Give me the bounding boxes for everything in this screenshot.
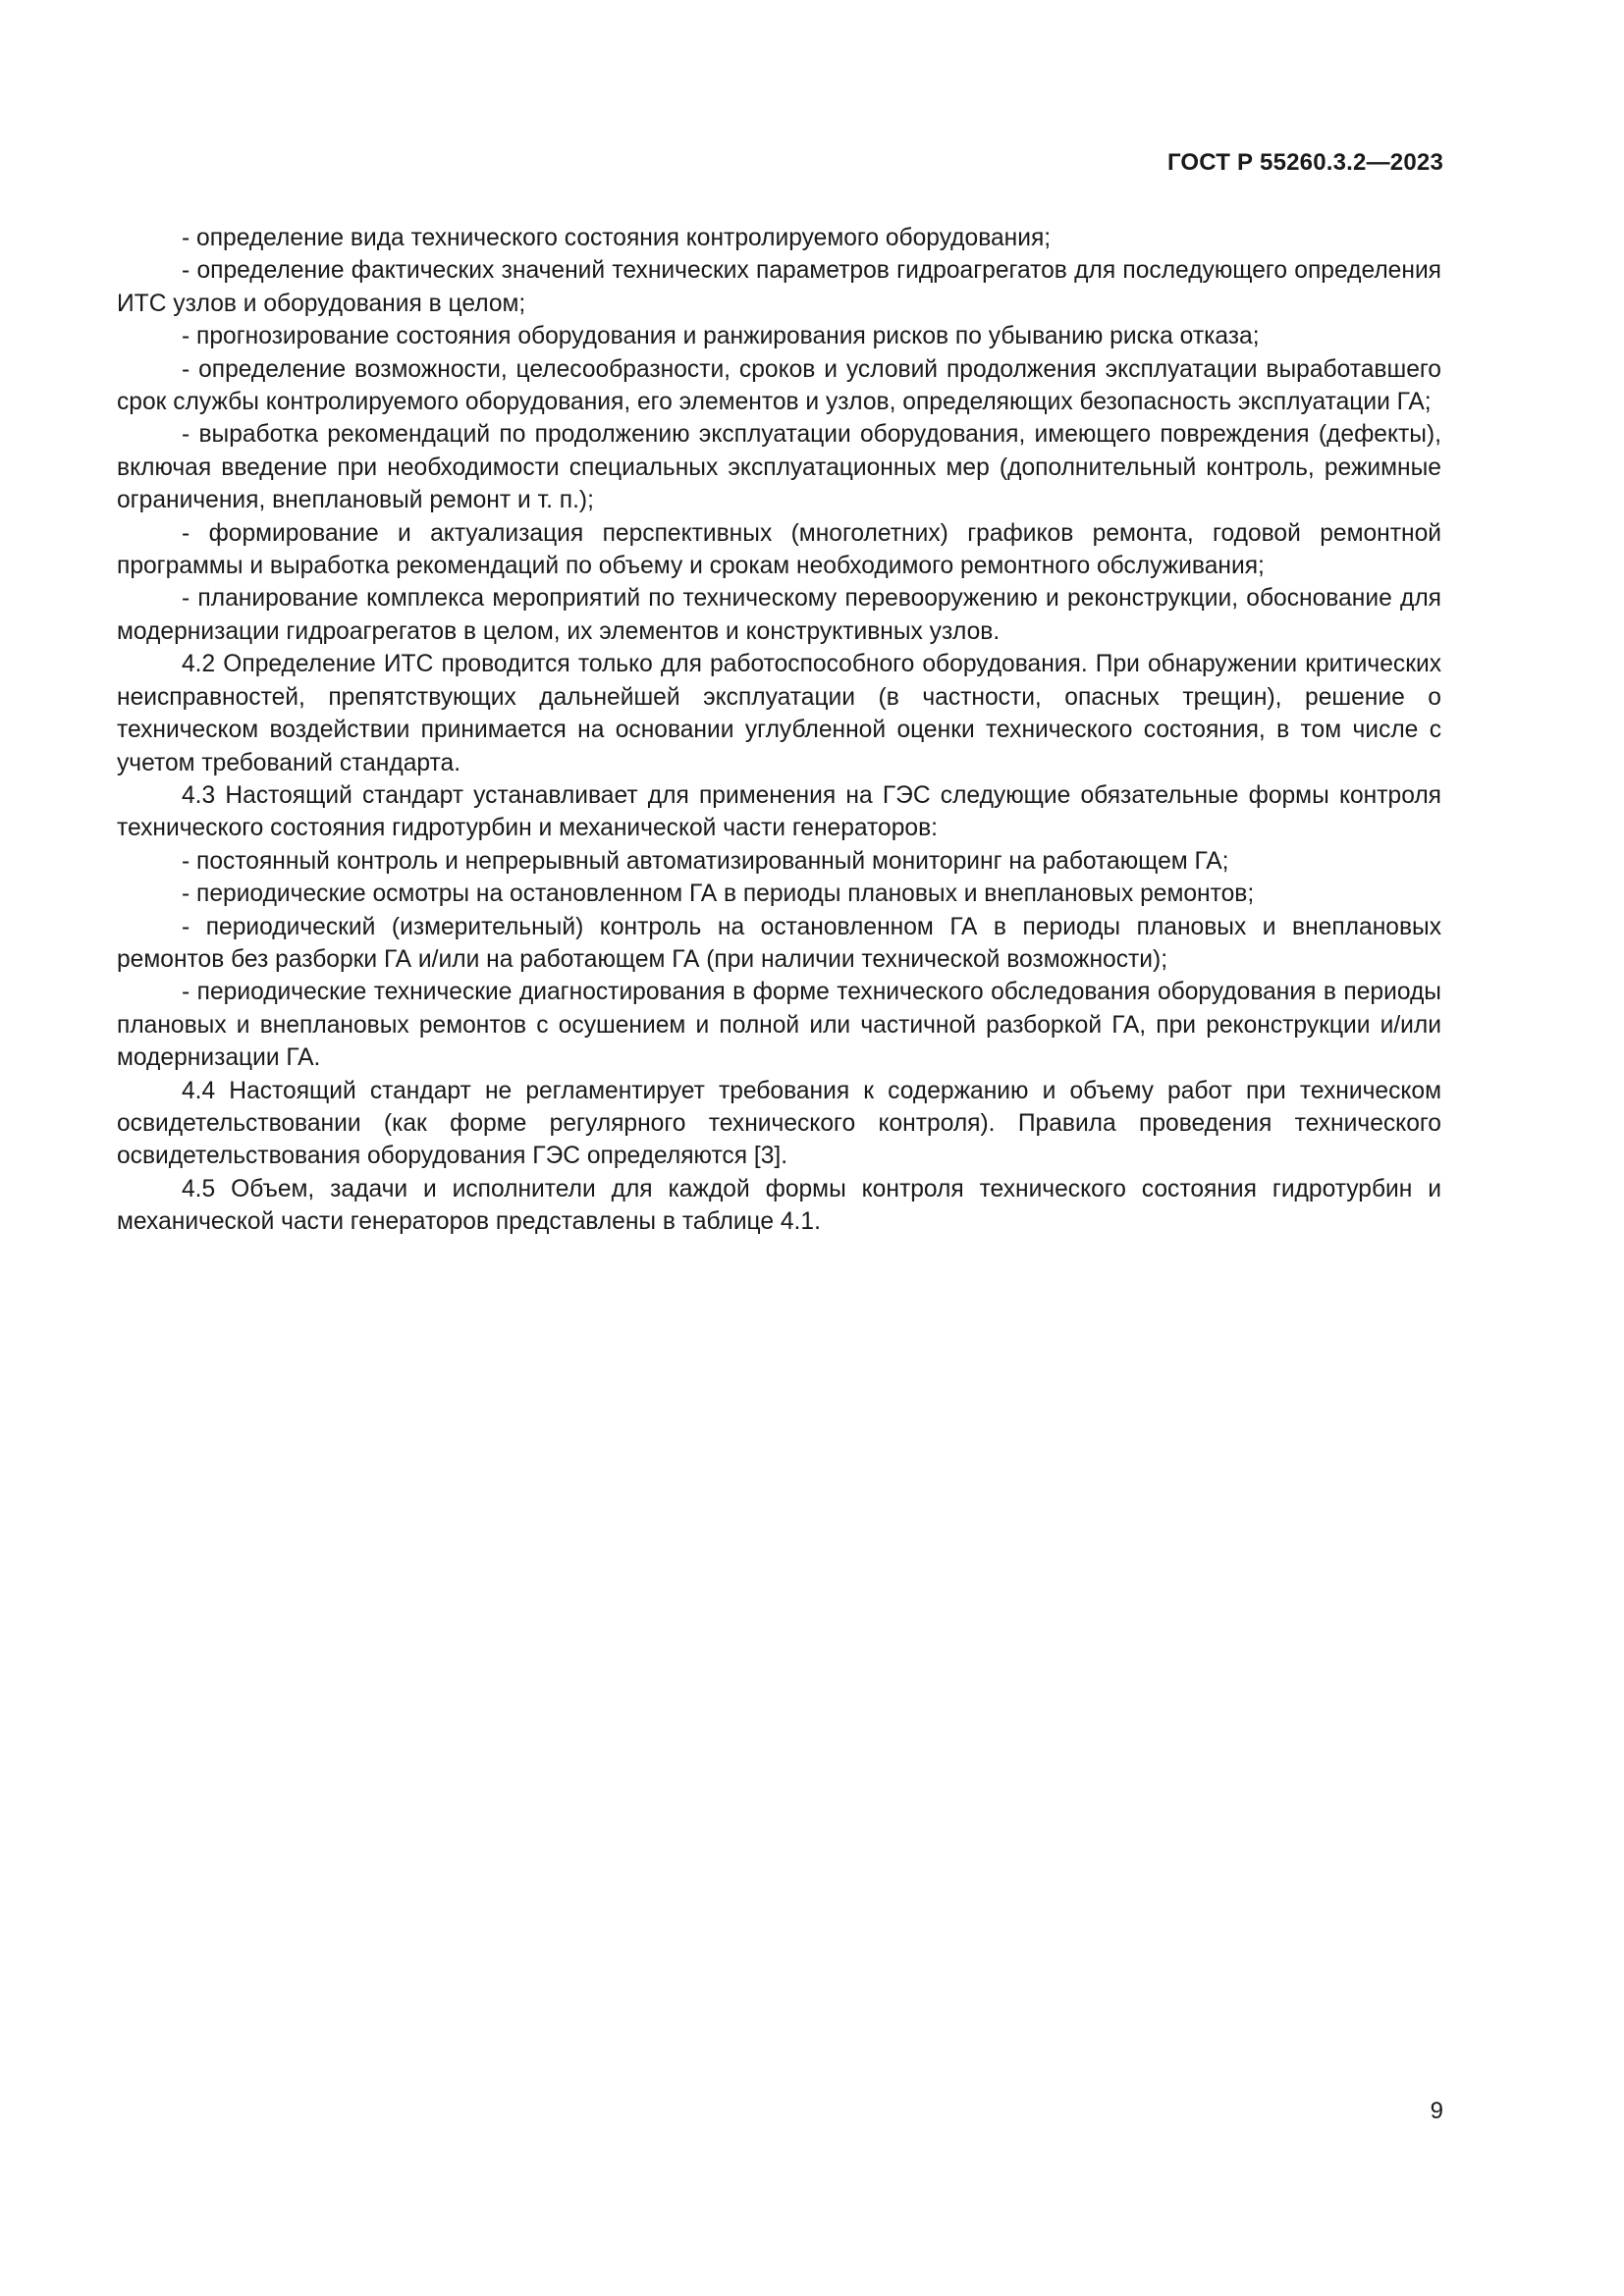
list-item-repair-schedules: - формирование и актуализация перспективных (многолетних) графиков ремонта, годовой ремонтной программы и выработка рекомендаций по объему и срокам необходимого ремонтного обслуживания; bbox=[117, 519, 1441, 580]
list-item-periodic-diagnostics: - периодические технические диагностирования в форме технического обследования оборудования в периоды плановых и внеплановых ремонтов с осушением и полной или частичной разборкой ГА, при реконструкции и/или модернизации ГА. bbox=[117, 979, 1441, 1072]
clause-4-3: 4.3 Настоящий стандарт устанавливает для применения на ГЭС следующие обязательные формы контроля технического состояния гидротурбин и механической части генераторов: bbox=[117, 781, 1441, 842]
list-item-periodic-inspections: - периодические осмотры на остановленном ГА в периоды плановых и внеплановых ремонтов; bbox=[182, 881, 1255, 908]
list-item-service-extension: - определение возможности, целесообразности, сроков и условий продолжения эксплуатации выработавшего срок службы контролируемого оборудования, его элементов и узлов, определяющих безопасность эксплуатации ГА; bbox=[117, 355, 1441, 416]
clause-4-2: 4.2 Определение ИТС проводится только для работоспособного оборудования. При обнаружении критических неисправностей, препятствующих дальнейшей эксплуатации (в частности, опасных трещин), решение о техническом воздействии принимается на основании углубленной оценки технического состояния, в том числе с учетом требований стандарта. bbox=[117, 651, 1441, 776]
list-item-modernization-planning: - планирование комплекса мероприятий по техническому перевооружению и реконструкции, обоснование для модернизации гидроагрегатов в целом, их элементов и конструктивных узлов. bbox=[117, 585, 1441, 645]
list-item-continuous-monitoring: - постоянный контроль и непрерывный автоматизированный мониторинг на работающем ГА; bbox=[182, 847, 1229, 875]
document-header-code: ГОСТ Р 55260.3.2—2023 bbox=[1166, 149, 1443, 176]
clause-4-4: 4.4 Настоящий стандарт не регламентирует требования к содержанию и объему работ при техническом освидетельствовании (как форме регулярного технического контроля). Правила проведения технического освидетельствования оборудования ГЭС определяются [3]. bbox=[117, 1077, 1441, 1170]
page-number: 9 bbox=[1430, 2098, 1443, 2124]
list-item-risk-forecasting: - прогнозирование состояния оборудования и ранжирования рисков по убыванию риска отказа; bbox=[182, 323, 1260, 350]
list-item-periodic-measurement: - периодический (измерительный) контроль на остановленном ГА в периоды плановых и внеплановых ремонтов без разборки ГА и/или на работающем ГА (при наличии технической возможности); bbox=[117, 913, 1441, 973]
list-item-actual-parameters: - определение фактических значений технических параметров гидроагрегатов для последующего определения ИТС узлов и оборудования в целом; bbox=[117, 257, 1441, 317]
list-item-tech-state-type: - определение вида технического состояния контролируемого оборудования; bbox=[182, 225, 1052, 251]
clause-4-5: 4.5 Объем, задачи и исполнители для каждой формы контроля технического состояния гидротурбин и механической части генераторов представлены в таблице 4.1. bbox=[117, 1175, 1441, 1236]
list-item-operation-recommendations: - выработка рекомендаций по продолжению эксплуатации оборудования, имеющего повреждения (дефекты), включая введение при необходимости специальных эксплуатационных мер (дополнительный контроль, режимные ограничения, внеплановый ремонт и т. п.); bbox=[117, 421, 1441, 514]
document-body bbox=[117, 222, 1441, 1239]
